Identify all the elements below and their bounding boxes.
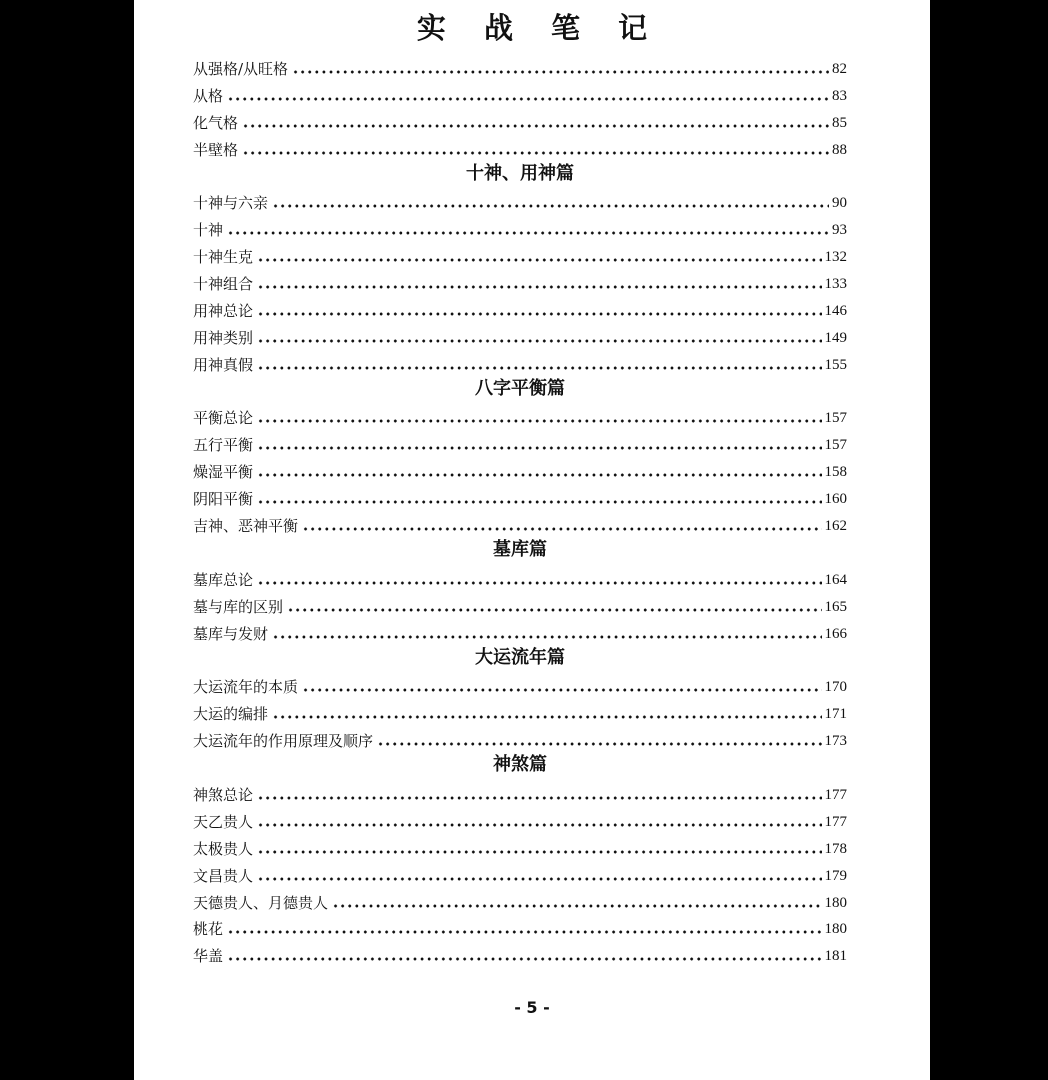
- toc-entry: [193, 778, 847, 805]
- toc-entry-page: 180: [824, 921, 847, 938]
- toc-entry-title: 化气格: [193, 113, 239, 132]
- toc-entry-title: 燥湿平衡: [193, 463, 254, 482]
- toc-entry-title: 从强格/从旺格: [193, 59, 289, 78]
- toc-entry-title: 桃花: [193, 920, 224, 939]
- toc-entry-page: 157: [824, 410, 847, 427]
- toc-entry: [193, 913, 847, 940]
- toc-entry: [193, 886, 847, 913]
- toc-entry: [193, 428, 847, 455]
- toc-entry-page: 177: [824, 786, 847, 803]
- toc-entry-page: 90: [832, 195, 847, 212]
- toc-entry: [193, 294, 847, 321]
- toc-entry: [193, 240, 847, 267]
- toc-entry-title: 用神真假: [193, 355, 254, 374]
- toc-entry-title: 墓与库的区别: [193, 597, 284, 616]
- section-heading: 大运流年篇: [475, 646, 565, 668]
- toc-entry: [193, 939, 847, 966]
- toc-entry-page: 166: [824, 625, 847, 642]
- toc-entry-title: 大运流年的作用原理及顺序: [193, 732, 374, 751]
- toc-entry-title: 十神组合: [193, 275, 254, 294]
- dot-leader: [257, 473, 821, 477]
- toc-entry: [193, 321, 847, 348]
- section-heading: 神煞篇: [493, 754, 547, 776]
- dot-leader: [257, 312, 821, 316]
- toc-entry-page: 171: [824, 706, 847, 723]
- toc-entry-title: 平衡总论: [193, 409, 254, 428]
- toc-entry-page: 179: [824, 867, 847, 884]
- dot-leader: [257, 258, 821, 262]
- toc-entry-page: 158: [824, 464, 847, 481]
- toc-entry: [193, 724, 847, 751]
- toc-entry-title: 墓库总论: [193, 570, 254, 589]
- section-heading: 墓库篇: [493, 539, 547, 561]
- toc-entry-page: 180: [824, 894, 847, 911]
- toc-entry-title: 大运的编排: [193, 705, 269, 724]
- dot-leader: [227, 930, 821, 934]
- dot-leader: [257, 446, 821, 450]
- dot-leader: [257, 500, 821, 504]
- toc-entry-title: 大运流年的本质: [193, 678, 299, 697]
- toc-entry: [193, 213, 847, 240]
- toc-entry: [193, 859, 847, 886]
- toc-entry: [193, 697, 847, 724]
- dot-leader: [287, 608, 821, 612]
- toc-entry: [193, 79, 847, 106]
- toc-entry-title: 太极贵人: [193, 839, 254, 858]
- toc-entry: [193, 563, 847, 590]
- dot-leader: [377, 742, 821, 746]
- toc-entry-title: 十神生克: [193, 248, 254, 267]
- toc-entry: [193, 348, 847, 375]
- dot-leader: [257, 339, 821, 343]
- toc-entry-title: 阴阳平衡: [193, 490, 254, 509]
- dot-leader: [272, 635, 821, 639]
- toc-entry-page: 93: [832, 222, 847, 239]
- toc-entry-page: 164: [824, 571, 847, 588]
- toc-entry-title: 从格: [193, 86, 224, 105]
- toc-entry-page: 165: [824, 598, 847, 615]
- toc-entry-title: 用神总论: [193, 301, 254, 320]
- toc-entry-page: 178: [824, 840, 847, 857]
- dot-leader: [302, 527, 821, 531]
- toc-entry: [193, 186, 847, 213]
- toc-entry-title: 墓库与发财: [193, 624, 269, 643]
- toc-entry-title: 十神与六亲: [193, 194, 269, 213]
- toc-entry: [193, 670, 847, 697]
- toc-entry-page: 88: [832, 141, 847, 158]
- section-heading: 八字平衡篇: [475, 377, 565, 399]
- toc-entry-page: 133: [824, 276, 847, 293]
- dot-leader: [257, 823, 821, 827]
- dot-leader: [257, 581, 821, 585]
- document-page: [134, 0, 930, 1080]
- dot-leader: [227, 231, 829, 235]
- toc-entry-title: 十神: [193, 221, 224, 240]
- dot-leader: [257, 877, 821, 881]
- dot-leader: [257, 366, 821, 370]
- toc-entry-page: 181: [824, 948, 847, 965]
- toc-entry-page: 132: [824, 249, 847, 266]
- toc-entry: [193, 52, 847, 79]
- toc-entry-title: 半壁格: [193, 140, 239, 159]
- toc-entry: [193, 106, 847, 133]
- toc-entry-page: 85: [832, 114, 847, 131]
- table-of-contents: [193, 52, 847, 966]
- toc-entry-page: 170: [824, 679, 847, 696]
- toc-entry-title: 用神类别: [193, 328, 254, 347]
- toc-entry: [193, 455, 847, 482]
- dot-leader: [242, 124, 829, 128]
- dot-leader: [332, 904, 821, 908]
- dot-leader: [272, 204, 829, 208]
- toc-entry-title: 华盖: [193, 947, 224, 966]
- page-title: 实 战 笔 记: [416, 11, 662, 45]
- toc-entry: [193, 267, 847, 294]
- dot-leader: [302, 688, 821, 692]
- dot-leader: [227, 957, 821, 961]
- toc-entry-title: 天德贵人、月德贵人: [193, 893, 329, 912]
- dot-leader: [257, 419, 821, 423]
- toc-entry: [193, 509, 847, 536]
- toc-entry: [193, 133, 847, 160]
- section-heading: 十神、用神篇: [466, 162, 574, 184]
- dot-leader: [227, 97, 829, 101]
- dot-leader: [257, 850, 821, 854]
- page-number: - 5 -: [514, 998, 550, 1017]
- toc-entry-page: 162: [824, 518, 847, 535]
- toc-entry-page: 157: [824, 437, 847, 454]
- toc-entry: [193, 832, 847, 859]
- toc-entry: [193, 805, 847, 832]
- toc-entry-page: 155: [824, 356, 847, 373]
- toc-entry-title: 神煞总论: [193, 785, 254, 804]
- toc-entry-page: 149: [824, 329, 847, 346]
- toc-entry-page: 160: [824, 491, 847, 508]
- dot-leader: [292, 70, 829, 74]
- toc-entry: [193, 402, 847, 429]
- toc-entry-page: 83: [832, 87, 847, 104]
- dot-leader: [257, 285, 821, 289]
- toc-entry: [193, 482, 847, 509]
- toc-entry: [193, 590, 847, 617]
- toc-entry-title: 五行平衡: [193, 436, 254, 455]
- dot-leader: [242, 151, 829, 155]
- toc-entry-title: 吉神、恶神平衡: [193, 517, 299, 536]
- toc-entry-page: 146: [824, 302, 847, 319]
- dot-leader: [272, 715, 821, 719]
- toc-entry-title: 文昌贵人: [193, 866, 254, 885]
- toc-entry-title: 天乙贵人: [193, 812, 254, 831]
- toc-entry-page: 177: [824, 813, 847, 830]
- toc-entry-page: 82: [832, 60, 847, 77]
- dot-leader: [257, 796, 821, 800]
- toc-entry: [193, 617, 847, 644]
- toc-entry-page: 173: [824, 733, 847, 750]
